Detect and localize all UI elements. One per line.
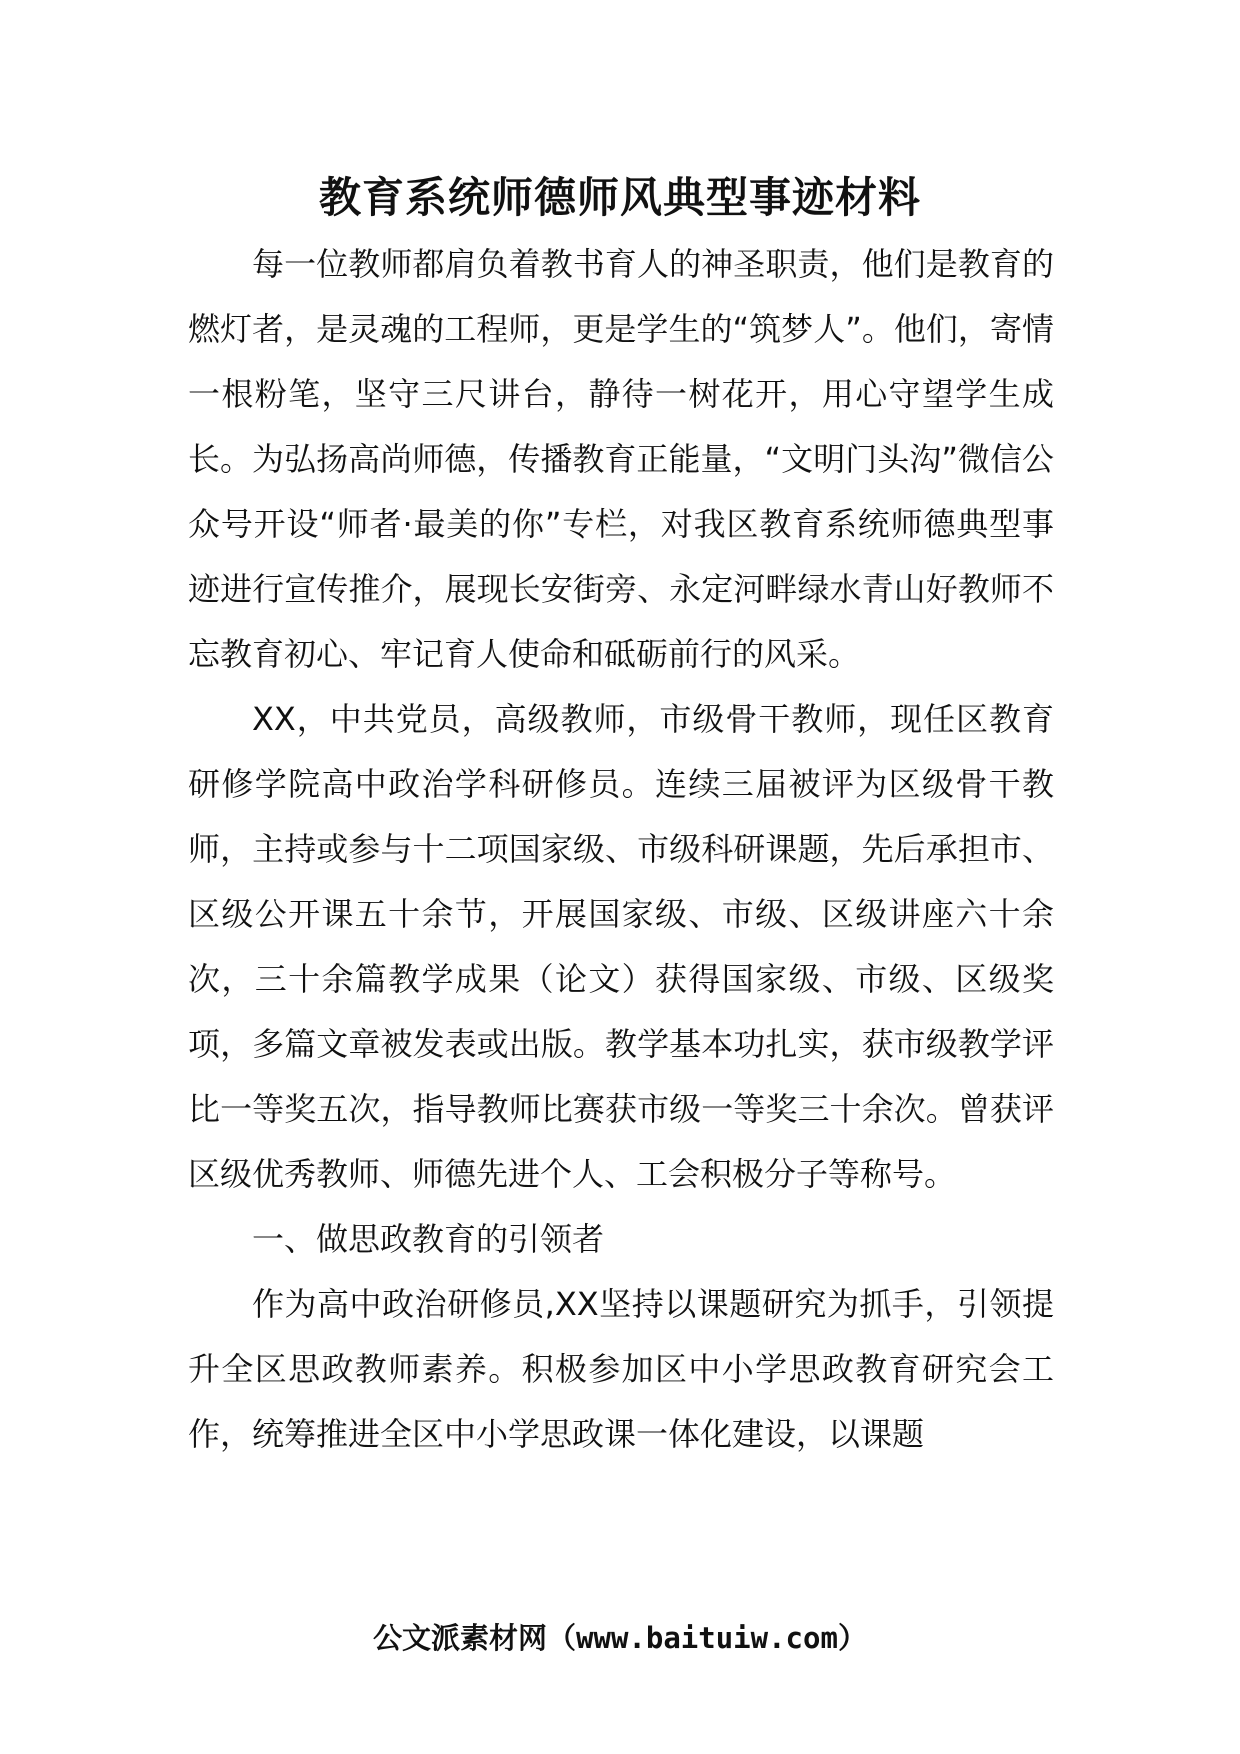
paragraph-profile: XX，中共党员，高级教师，市级骨干教师，现任区教育研修学院高中政治学科研修员。连续三届被评为区级骨干教师，主持或参与十二项国家级、市级科研课题，先后承担市、区级公开课五十余节，开展国家级、市级、区级讲座六十余次，三十余篇教学成果（论文）获得国家级、市级、区级奖项，多篇文章被发表或出版。教学基本功扎实，获市级教学评比一等奖五次，指导教师比赛获市级一等奖三十余次。曾获评区级优秀教师、师德先进个人、工会积极分子等称号。 bbox=[188, 700, 1054, 1193]
paragraph-section-one: 作为高中政治研修员,XX坚持以课题研究为抓手，引领提升全区思政教师素养。积极参加区中小学思政教育研究会工作，统筹推进全区中小学思政课一体化建设，以课题 bbox=[188, 1285, 1054, 1453]
footer-website: （www.baituiw.com） bbox=[547, 1621, 867, 1655]
footer-label: 公文派素材网 bbox=[373, 1621, 548, 1655]
section-heading: 一、做思政教育的引领者 bbox=[252, 1220, 605, 1258]
footer-watermark bbox=[0, 1618, 1240, 1658]
page-title: 教育系统师德师风典型事迹材料 bbox=[318, 173, 921, 222]
document-body bbox=[188, 232, 1054, 1467]
paragraph-intro: 每一位教师都肩负着教书育人的神圣职责，他们是教育的燃灯者，是灵魂的工程师，更是学生的“筑梦人”。他们，寄情一根粉笔，坚守三尺讲台，静待一树花开，用心守望学生成长。为弘扬高尚师德，传播教育正能量，“文明门头沟”微信公众号开设“师者·最美的你”专栏，对我区教育系统师德典型事迹进行宣传推介，展现长安街旁、永定河畔绿水青山好教师不忘教育初心、牢记育人使命和砥砺前行的风采。 bbox=[188, 245, 1054, 673]
